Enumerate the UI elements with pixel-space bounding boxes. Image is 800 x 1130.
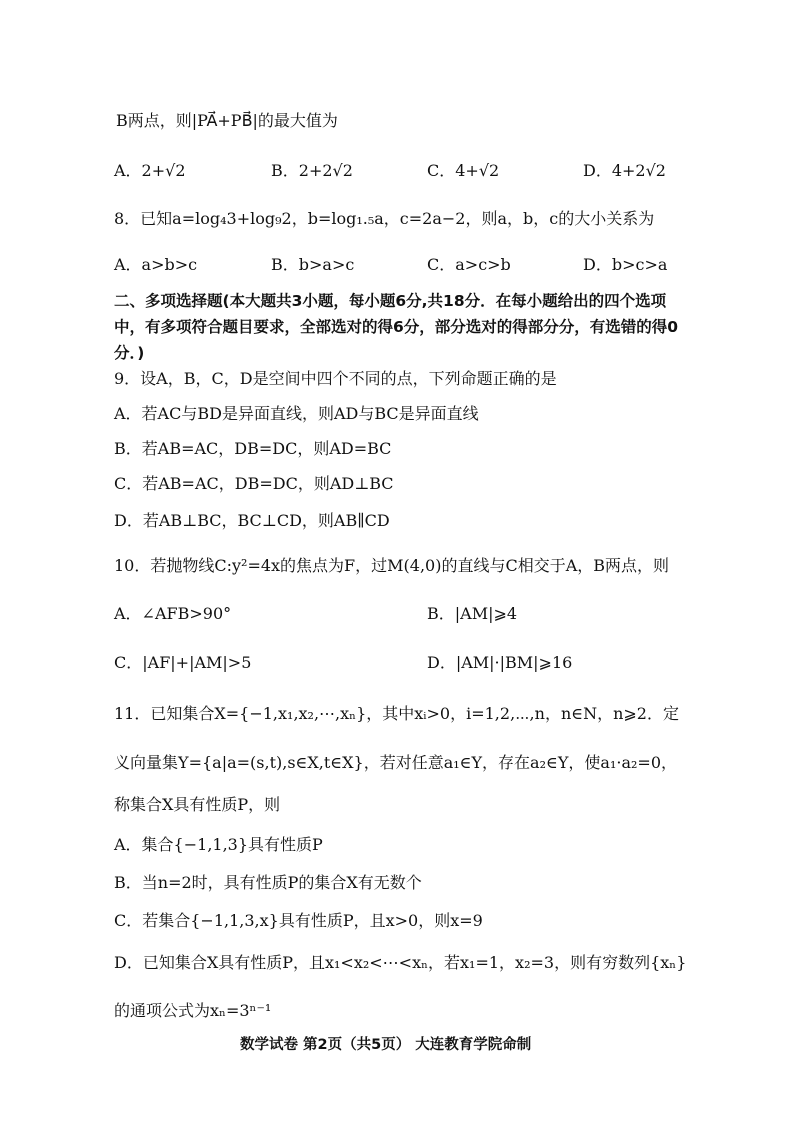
q7-option-d: D．4+2√2 xyxy=(583,161,666,180)
q11-option-d-continuation: 的通项公式为xₙ=3ⁿ⁻¹ xyxy=(114,1001,272,1020)
q10-option-a: A．∠AFB>90° xyxy=(114,604,232,623)
question-10-stem: 10．若抛物线C:y²=4x的焦点为F，过M(4,0)的直线与C相交于A，B两点，则 xyxy=(114,556,670,575)
q9-option-b: B．若AB=AC，DB=DC，则AD=BC xyxy=(114,439,392,458)
q10-option-d: D．|AM|·|BM|⩾16 xyxy=(427,653,573,672)
q8-option-b: B．b>a>c xyxy=(271,255,355,274)
q7-option-a: A．2+√2 xyxy=(114,161,186,180)
q11-line-1: 11．已知集合X={−1,x₁,x₂,⋯,xₙ}，其中xᵢ>0，i=1,2,⋯,n，n∈N，n⩾2．定 xyxy=(114,704,679,723)
q10-option-c: C．|AF|+|AM|>5 xyxy=(114,653,252,672)
q11-option-c: C．若集合{−1,1,3,x}具有性质P，且x>0，则x=9 xyxy=(114,911,483,930)
q11-line-2: 义向量集Y={a|a=(s,t),s∈X,t∈X}，若对任意a₁∈Y，存在a₂∈Y，使a₁·a₂=0， xyxy=(114,753,677,772)
q8-option-c: C．a>c>b xyxy=(427,255,511,274)
question-7-tail: B两点，则|PA⃗+PB⃗|的最大值为 xyxy=(116,111,338,130)
q11-line-3: 称集合X具有性质P，则 xyxy=(114,795,281,814)
q9-option-c: C．若AB=AC，DB=DC，则AD⊥BC xyxy=(114,474,394,493)
question-9-stem: 9．设A，B，C，D是空间中四个不同的点，下列命题正确的是 xyxy=(114,369,557,388)
q7-option-c: C．4+√2 xyxy=(427,161,500,180)
page-footer: 数学试卷 第2页（共5页） 大连教育学院命制 xyxy=(240,1037,532,1053)
q9-option-a: A．若AC与BD是异面直线，则AD与BC是异面直线 xyxy=(114,404,479,423)
q8-option-d: D．b>c>a xyxy=(583,255,668,274)
section-2-line-2: 中，有多项符合题目要求，全部选对的得6分，部分选对的得部分分，有选错的得0 xyxy=(114,318,679,336)
q11-option-b: B．当n=2时，具有性质P的集合X有无数个 xyxy=(114,873,422,892)
q10-option-b: B．|AM|⩾4 xyxy=(427,604,518,623)
q9-option-d: D．若AB⊥BC，BC⊥CD，则AB∥CD xyxy=(114,511,390,530)
q8-option-a: A．a>b>c xyxy=(114,255,198,274)
section-2-line-1: 二、多项选择题(本大题共3小题，每小题6分,共18分．在每小题给出的四个选项 xyxy=(114,292,667,310)
q7-option-b: B．2+2√2 xyxy=(271,161,353,180)
q11-option-a: A．集合{−1,1,3}具有性质P xyxy=(114,835,323,854)
question-8-stem: 8．已知a=log₄3+log₉2，b=log₁.₅a，c=2a−2，则a，b，c的大小关系为 xyxy=(114,209,655,228)
q11-option-d: D．已知集合X具有性质P，且x₁<x₂<⋯<xₙ，若x₁=1，x₂=3，则有穷数列{xₙ} xyxy=(114,953,687,972)
section-2-line-3: 分．) xyxy=(114,344,145,362)
